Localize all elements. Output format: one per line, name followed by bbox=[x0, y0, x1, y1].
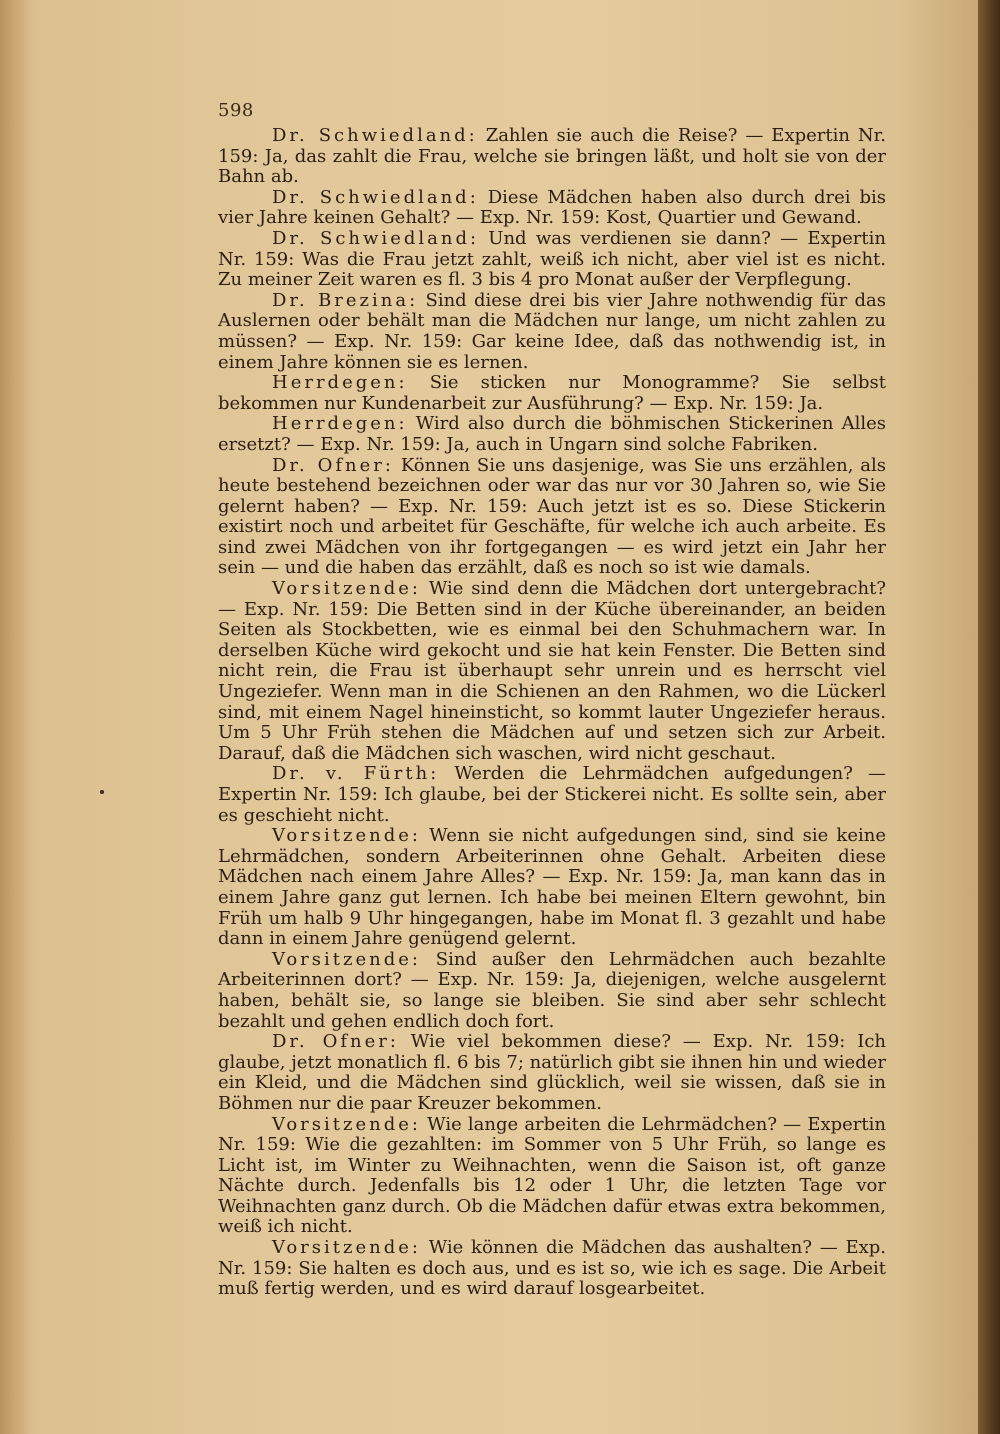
paragraph bbox=[218, 764, 886, 826]
speaker-name: Vorsitzende: bbox=[272, 948, 421, 970]
speaker-name: Dr. v. Fürth: bbox=[272, 763, 440, 785]
paragraph-text: Sind diese drei bis vier Jahre nothwendig für das Auslernen oder behält man die Mädchen nur lange, um nicht zahlen zu müssen? — Exp. Nr. 159: Gar keine Idee, daß das nothwendig ist, in einem Jahre können sie es lernen. bbox=[218, 289, 886, 373]
page-gutter bbox=[0, 0, 30, 1434]
paragraph bbox=[218, 579, 886, 764]
paragraph-text: Wie viel bekommen diese? — Exp. Nr. 159: Ich glaube, jetzt monatlich fl. 6 bis 7; natürlich gibt sie ihnen hin und wieder ein Kleid, und die Mädchen sind glücklich, weil sie wissen, daß sie in Böhmen nur die paar Kreuzer bekommen. bbox=[218, 1031, 886, 1114]
speaker-name: Dr. Ofner: bbox=[272, 454, 394, 476]
paragraph bbox=[218, 126, 886, 188]
paragraph-text: Können Sie uns dasjenige, was Sie uns erzählen, als heute bestehend bezeichnen oder war das nur vor 30 Jahren so, wie Sie gelernt haben? — Exp. Nr. 159: Auch jetzt ist es so. Diese Stickerin existirt noch und arbeitet für Geschäfte, für welche ich auch arbeite. Es sind zwei Mädchen von ihr fortgegangen — es wird jetzt ein Jahr her sein — und die haben das erzählt, daß es noch so ist wie damals. bbox=[218, 454, 886, 579]
speaker-name: Herrdegen: bbox=[272, 372, 408, 394]
paragraph bbox=[218, 1115, 886, 1239]
speaker-name: Dr. Schwiedland: bbox=[272, 227, 480, 249]
paragraph bbox=[218, 950, 886, 1032]
paragraph bbox=[218, 188, 886, 229]
paragraph-text: Sie sticken nur Monogramme? Sie selbst bekommen nur Kundenarbeit zur Ausführung? — Exp. Nr. 159: Ja. bbox=[218, 372, 886, 414]
speaker-name: Vorsitzende: bbox=[272, 578, 421, 600]
paragraph-text: Wenn sie nicht aufgedungen sind, sind sie keine Lehrmädchen, sondern Arbeiterinnen ohne Gehalt. Arbeiten diese Mädchen nach einem Jahre Alles? — Exp. Nr. 159: Ja, man kann das in einem Jahre ganz gut lernen. Ich habe bei meinen Eltern gewohnt, bin Früh um halb 9 Uhr hingegangen, habe im Monat fl. 3 gezahlt und habe dann in einem Jahre genügend gelernt. bbox=[218, 825, 886, 950]
page-body bbox=[218, 126, 886, 1300]
paragraph-text: Diese Mädchen haben also durch drei bis vier Jahre keinen Gehalt? — Exp. Nr. 159: Kost, Quartier und Gewand. bbox=[218, 186, 886, 229]
speaker-name: Dr. Schwiedland: bbox=[272, 186, 479, 208]
speaker-name: Dr. Schwiedland: bbox=[272, 125, 478, 146]
paragraph-text: Zahlen sie auch die Reise? — Expertin Nr. 159: Ja, das zahlt die Frau, welche sie bringen läßt, und holt sie von der Bahn ab. bbox=[218, 125, 887, 188]
speaker-name: Vorsitzende: bbox=[272, 825, 421, 847]
paragraph bbox=[218, 414, 886, 455]
speaker-name: Vorsitzende: bbox=[272, 1113, 421, 1135]
paragraph-text: Werden die Lehrmädchen aufgedungen? — Expertin Nr. 159: Ich glaube, bei der Stickerei nicht. Es sollte sein, aber es geschieht nicht. bbox=[218, 763, 886, 826]
paragraph bbox=[218, 1238, 886, 1300]
paragraph bbox=[218, 291, 886, 373]
ink-speck bbox=[100, 790, 104, 794]
speaker-name: Herrdegen: bbox=[272, 413, 408, 435]
speaker-name: Dr. Brezina: bbox=[272, 289, 419, 311]
paragraph bbox=[218, 1032, 886, 1114]
paragraph-text: Sind außer den Lehrmädchen auch bezahlte Arbeiterinnen dort? — Exp. Nr. 159: Ja, diejenigen, welche ausgelernt haben, behält sie, so lange sie bleiben. Sie sind aber sehr schlecht bezahlt und gehen endlich doch fort. bbox=[218, 948, 886, 1032]
paragraph-text: Wie sind denn die Mädchen dort untergebracht? — Exp. Nr. 159: Die Betten sind in der Küche übereinander, an beiden Seiten als Stockbetten, wie es einmal bei den Schuhmachern war. In derselben Küche wird gekocht und sie hat kein Fenster. Die Betten sind nicht rein, die Frau ist überhaupt sehr unrein und es herrscht viel Ungeziefer. Wenn man in die Schienen an den Rahmen, wo die Lückerl sind, mit einem Nagel hineinsticht, so kommt lauter Ungeziefer heraus. Um 5 Uhr Früh stehen die Mädchen auf und setzen sich zur Arbeit. Darauf, daß die Mädchen sich waschen, wird nicht geschaut. bbox=[218, 578, 886, 764]
paragraph bbox=[218, 826, 886, 950]
paragraph bbox=[218, 456, 886, 580]
book-spine bbox=[978, 0, 1000, 1434]
paragraph-text: Wie lange arbeiten die Lehrmädchen? — Expertin Nr. 159: Wie die gezahlten: im Sommer von 5 Uhr Früh, so lange es Licht ist, im Winter zu Weihnachten, wenn die Saison ist, oft ganze Nächte durch. Jedenfalls bis 12 oder 1 Uhr, die letzten Tage vor Weihnachten ganz durch. Ob die Mädchen dafür etwas extra bekommen, weiß ich nicht. bbox=[218, 1113, 886, 1238]
paragraph-text: Wie können die Mädchen das aushalten? — Exp. Nr. 159: Sie halten es doch aus, und es ist so, wie ich es sage. Die Arbeit muß fertig werden, und es wird darauf losgearbeitet. bbox=[218, 1237, 886, 1300]
paragraph-text: Wird also durch die böhmischen Stickerinen Alles ersetzt? — Exp. Nr. 159: Ja, auch in Ungarn sind solche Fabriken. bbox=[218, 413, 886, 455]
speaker-name: Dr. Ofner: bbox=[272, 1031, 399, 1053]
paragraph bbox=[218, 373, 886, 414]
speaker-name: Vorsitzende: bbox=[272, 1237, 421, 1259]
page-number: 598 bbox=[218, 100, 254, 121]
paragraph-text: Und was verdienen sie dann? — Expertin Nr. 159: Was die Frau jetzt zahlt, weiß ich nicht, aber viel ist es nicht. Zu meiner Zeit waren es fl. 3 bis 4 pro Monat außer der Verpflegung. bbox=[218, 227, 886, 291]
paragraph bbox=[218, 229, 886, 291]
